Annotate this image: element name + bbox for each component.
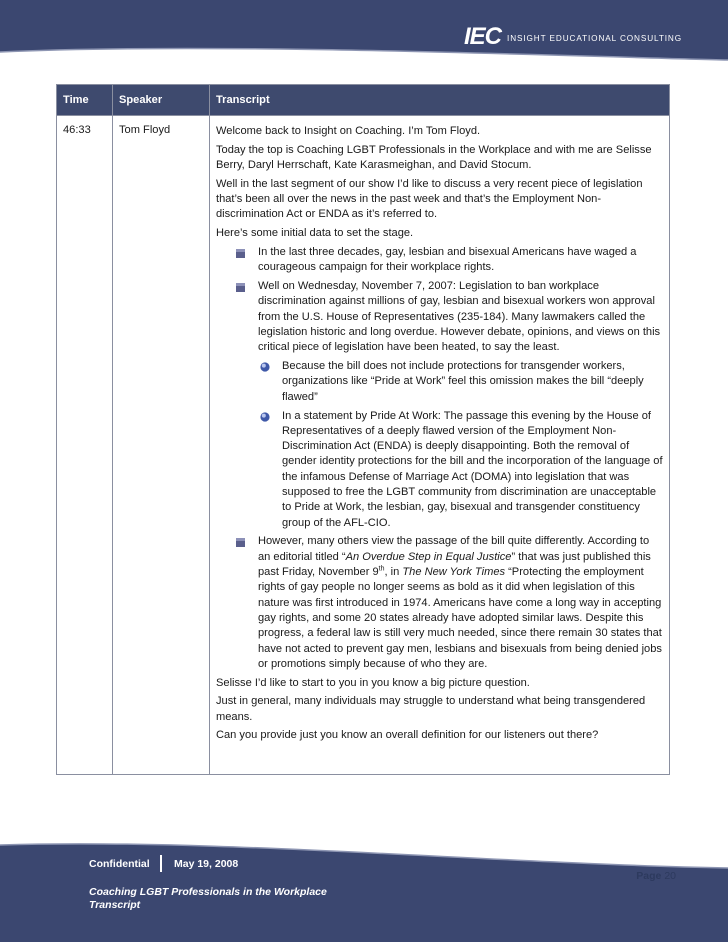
- cell-time: 46:33: [57, 116, 113, 775]
- bullet-text-intro: However, many others view the passage of the bill quite differently. According to an editorial titled “: [258, 535, 650, 563]
- round-bullet-icon: [260, 362, 270, 372]
- bullet-list: [216, 245, 663, 672]
- table-row: [57, 116, 670, 775]
- bullet-text: Well on Wednesday, November 7, 2007: Legislation to ban workplace discrimination against millions of gay, lesbian and bisexual workers won approval from the U.S. House of Representatives (235-184). Many lawmakers called the legislation historic and long overdue. However debate, opinions, and views on this critical piece of legislation have been heated, to say the least.: [258, 280, 661, 354]
- column-header-speaker: Speaker: [113, 85, 210, 116]
- square-bullet-icon: [236, 283, 245, 292]
- transcript-paragraph: Selisse I’d like to start to you in you know a big picture question.: [216, 676, 530, 689]
- transcript-paragraph: Today the top is Coaching LGBT Professionals in the Workplace and with me are Selisse Berry, Daryl Herrschaft, Kate Karasmeighan, and David Stocum.: [216, 143, 652, 172]
- footer-confidential: Confidential: [89, 858, 150, 870]
- transcript-paragraph: Welcome back to Insight on Coaching. I’m Tom Floyd.: [216, 125, 481, 137]
- list-item: [234, 534, 663, 672]
- square-bullet-icon: [236, 249, 245, 258]
- list-item: [258, 359, 663, 405]
- footer-page-number: [636, 870, 676, 882]
- bullet-text: In the last three decades, gay, lesbian and bisexual Americans have waged a courageous campaign for their workplace rights.: [258, 246, 637, 274]
- column-header-transcript: Transcript: [210, 85, 670, 116]
- footer-date: May 19, 2008: [174, 858, 239, 870]
- list-item: [234, 279, 663, 531]
- bullet-text-quote: “Protecting the employment rights of gay people no longer seems as bold as it did when legislation of this nature was first introduced in 1974. Americans have come a long way in accepting gay rights, and some 20 states already have adopted similar laws. Despite this progress, a federal law is still very much needed, since there remain 30 states that have not acted to prevent gay men, lesbians and bisexuals from being denied jobs or promotions simply because of who they are.: [258, 566, 662, 670]
- transcript-paragraph: Just in general, many individuals may struggle to understand what being transgendered means.: [216, 695, 646, 723]
- transcript-paragraph: Well in the last segment of our show I’d like to discuss a very recent piece of legislation that’s been all over the news in the past week and that’s the Employment Non-discrimination Act or ENDA as it’s referred to.: [216, 177, 643, 221]
- sub-bullet-text: In a statement by Pride At Work: The passage this evening by the House of Representatives of a deeply flawed version of the Employment Non-Discrimination Act (ENDA) is deeply disappointing. Both the removal of gender identity protections for the bill and the incorporation of the language of the infamous Defense of Marriage Act (DOMA) into legislation that was supposed to free the LGBT community from discrimination are unacceptable to Pride at Work, the lesbian, gay, bisexual and transgender constituency group of the AFL-CIO.: [282, 409, 663, 529]
- cell-transcript: [210, 116, 670, 775]
- newspaper-name: The New York Times: [402, 566, 506, 579]
- transcript-paragraph: Can you provide just you know an overall definition for our listeners out there?: [216, 729, 599, 742]
- column-header-time: Time: [57, 85, 113, 116]
- ordinal-suffix: th: [378, 565, 385, 573]
- sub-bullet-list: [258, 359, 663, 531]
- editorial-title: An Overdue Step in Equal Justice: [345, 550, 512, 563]
- page-label: Page: [636, 870, 662, 882]
- bullet-text-mid: ” that was just published this past Friday, November 9: [258, 550, 651, 579]
- square-bullet-icon: [236, 538, 245, 547]
- footer-document-title: Coaching LGBT Professionals in the Workplace Transcript: [89, 886, 327, 911]
- page-number: 20: [664, 870, 676, 882]
- logo-text: INSIGHT EDUCATIONAL CONSULTING: [507, 34, 683, 43]
- transcript-table: [56, 84, 670, 775]
- logo-mark: IEC: [464, 23, 502, 50]
- table-header-row: [57, 85, 670, 116]
- cell-speaker: Tom Floyd: [113, 116, 210, 775]
- header-band: [0, 0, 728, 62]
- company-logo: [464, 25, 682, 49]
- round-bullet-icon: [260, 412, 270, 422]
- transcript-paragraph: Here’s some initial data to set the stage.: [216, 227, 414, 240]
- sub-bullet-text: Because the bill does not include protections for transgender workers, organizations like “Pride at Work” feel this omission makes the bill “deeply flawed”: [282, 360, 644, 403]
- bullet-text-in: , in: [384, 566, 403, 579]
- list-item: [258, 409, 663, 531]
- footer-separator: [160, 855, 162, 872]
- list-item: [234, 245, 663, 276]
